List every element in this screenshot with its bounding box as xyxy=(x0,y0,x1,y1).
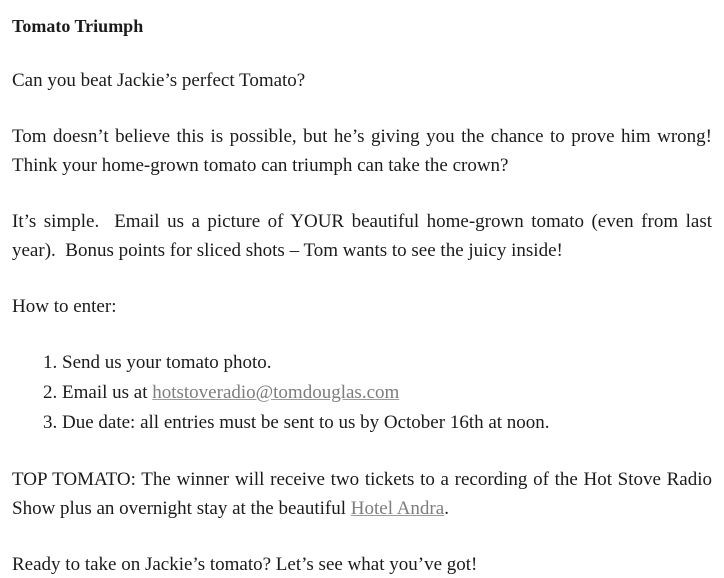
entry-steps-list xyxy=(12,348,712,438)
prize-text: TOP TOMATO: The winner will receive two tickets to a recording of the Hot Stove Radio Show plus an overnight stay at the beautiful xyxy=(12,469,717,519)
prize-text-after: . xyxy=(444,498,449,519)
step-item-2 xyxy=(62,378,712,408)
closing-paragraph: Ready to take on Jackie’s tomato? Let’s see what you’ve got! xyxy=(12,554,478,575)
step-item-1 xyxy=(62,348,712,378)
instructions-paragraph: It’s simple. Email us a picture of YOUR beautiful home-grown tomato (even from last year). Bonus points for sliced shots – Tom wants to see the juicy inside! xyxy=(12,211,717,261)
prize-paragraph xyxy=(12,465,717,523)
step-text: Due date: all entries must be sent to us by October 16th at noon. xyxy=(62,412,550,433)
hotel-andra-link[interactable]: Hotel Andra xyxy=(350,498,445,519)
email-link[interactable]: hotstoveradio@tomdouglas.com xyxy=(152,382,400,403)
intro-paragraph: Can you beat Jackie’s perfect Tomato? xyxy=(12,70,306,91)
challenge-paragraph: Tom doesn’t believe this is possible, but he’s giving you the chance to prove him wrong! Think your home-grown tomato can triumph can take the crown? xyxy=(12,126,717,176)
article-title: Tomato Triumph xyxy=(12,16,144,36)
step-item-3 xyxy=(62,408,712,438)
how-to-enter-heading: How to enter: xyxy=(12,296,117,317)
step-text: Email us at xyxy=(62,382,153,403)
step-text: Send us your tomato photo. xyxy=(62,352,272,373)
